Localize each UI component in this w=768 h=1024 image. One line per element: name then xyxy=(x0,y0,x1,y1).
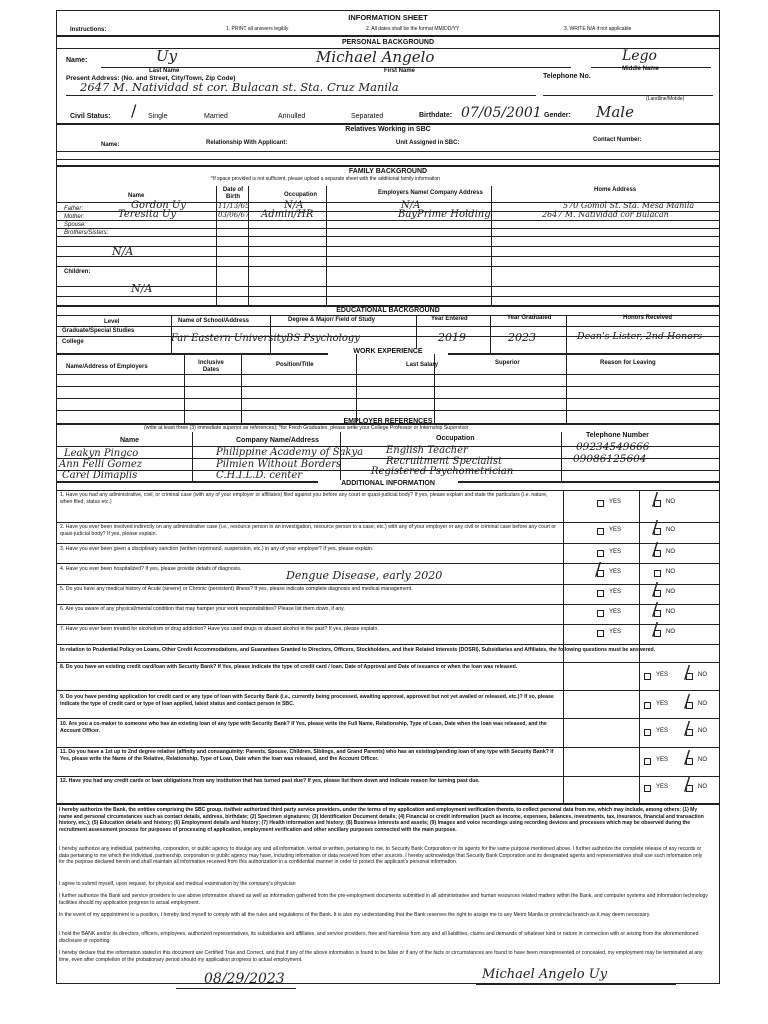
divider xyxy=(56,228,720,229)
q8-yes-checkbox[interactable] xyxy=(644,673,651,680)
information-sheet-page xyxy=(56,10,720,1016)
q11-yes-checkbox[interactable] xyxy=(644,758,651,765)
question-9: 9. Do you have pending application for credit card or any type of loan with Security Bank (i.e., currently being processed, awaiting approval, approved but not yet availed or released, etc.)? If so, please indicate the type of credit card or type of loan applied, latest status and contact person in SBC. xyxy=(60,694,554,707)
q7-no-label: NO xyxy=(666,629,675,635)
q9-no-mark: / xyxy=(684,691,691,712)
family-section-title: FAMILY BACKGROUND xyxy=(348,168,428,175)
q4-no-checkbox[interactable] xyxy=(654,570,661,577)
consent-paragraph-6: I hold the BANK and/or its directors, officers, employees, authorized representatives, its subsidiaries and affiliates, and service providers, free and harmless from any and all liabilities, claims and demands of whatever kind or nature in connection with or arising from the aforementioned disclosure or reporting. xyxy=(59,931,699,944)
q3-no-label: NO xyxy=(666,549,675,555)
instruction-3: 3. WRITE N/A if not applicable xyxy=(564,26,632,32)
reference-3-company: C.H.I.L.D. center xyxy=(216,470,303,481)
father-name: Gordon Uy xyxy=(131,200,186,211)
father-occupation: N/A xyxy=(284,200,304,211)
q5-yes-label: YES xyxy=(609,589,622,595)
instructions-label: Instructions: xyxy=(70,27,107,33)
q7-yes-label: YES xyxy=(609,629,622,635)
first-name-value: Michael Angelo xyxy=(316,48,435,66)
q6-no-label: NO xyxy=(666,609,675,615)
phone-line xyxy=(543,95,713,96)
divider xyxy=(56,286,720,287)
family-col-dob: Date of Birth xyxy=(222,187,244,200)
mother-occupation: Admin/HR xyxy=(261,209,314,220)
education-col-honors: Honors Received xyxy=(623,315,673,321)
mother-employer: BayPrime Holding xyxy=(398,209,491,220)
education-section-title: EDUCATIONAL BACKGROUND xyxy=(336,307,440,314)
divider xyxy=(56,718,720,719)
reference-2-name: Ann Felli Gomez xyxy=(59,459,143,470)
question-6: 6. Are you aware of any physical/mental condition that may hamper your work responsibilities? Please list them down, if any. xyxy=(60,606,345,612)
divider xyxy=(184,354,185,424)
references-col-name: Name xyxy=(120,437,140,444)
work-col-superior: Superior xyxy=(495,360,520,366)
civil-single: Single xyxy=(148,113,168,120)
birthdate-value: 07/05/2001 xyxy=(461,105,542,121)
reference-1-name: Leakyn Pingco xyxy=(64,448,139,459)
civil-separated: Separated xyxy=(351,113,384,120)
children-value: N/A xyxy=(131,282,153,295)
children-label: Children: xyxy=(64,269,91,275)
education-col-level: Level xyxy=(104,319,120,325)
divider xyxy=(56,522,720,523)
reference-1-occupation: English Teacher xyxy=(386,445,468,456)
divider xyxy=(56,374,720,375)
civil-annulled: Annulled xyxy=(278,113,306,120)
work-col-employer: Name/Address of Employers xyxy=(66,364,148,370)
consent-paragraph-7: I hereby declare that the information stated in this document are Certified True and Correct, and that if any of the above information is found to be false or if any of the facts or circumstances are found to have been misrepresented or concealed, my employment may be terminated at any time, even after completion of the probationary period should my application progress to actual employment. xyxy=(59,950,703,963)
divider xyxy=(566,354,567,424)
q7-yes-checkbox[interactable] xyxy=(597,630,604,637)
family-col-employer: Employers Name/ Company Address xyxy=(378,190,483,196)
consent-paragraph-3: I agree to submit myself, upon request, for physical and medical examination by the company's physician xyxy=(59,881,296,887)
q2-yes-checkbox[interactable] xyxy=(597,528,604,535)
q10-no-mark: / xyxy=(684,718,691,739)
college-school: Far Eastern University xyxy=(171,333,287,344)
reference-2-occupation: Recruitment Specialist xyxy=(386,456,503,467)
gender-label: Gender: xyxy=(544,112,571,119)
address-value: 2647 M. Natividad st cor. Bulacan st. Sta. Cruz Manila xyxy=(80,80,399,94)
divider xyxy=(56,151,720,152)
family-note: *If space provided is not sufficient, please upload a separate sheet with the additional family information xyxy=(211,176,440,182)
education-col-school: Name of School/Address xyxy=(178,318,250,324)
q5-no-label: NO xyxy=(666,589,675,595)
father-label: Father: xyxy=(64,206,84,212)
college-graduated: 2023 xyxy=(508,331,536,344)
civil-married: Married xyxy=(204,113,228,120)
personal-section-title: PERSONAL BACKGROUND xyxy=(341,39,435,46)
question-8: 8. Do you have an existing credit card/loan with Security Bank? If Yes, please indicate the type of credit card / loan, Date of Approval and Date of issuance or when the loan was released. xyxy=(60,664,518,670)
instruction-2: 2. All dates shall be the format MM/DD/YY xyxy=(366,26,460,32)
q1-yes-label: YES xyxy=(609,499,622,505)
education-col-degree: Degree & Major/ Field of Study xyxy=(288,317,376,323)
form-title: INFORMATION SHEET xyxy=(348,13,428,22)
q4-answer: Dengue Disease, early 2020 xyxy=(286,569,443,582)
references-col-company: Company Name/Address xyxy=(236,437,319,444)
college-honors: Dean's Lister, 2nd Honors xyxy=(577,331,703,342)
divider xyxy=(56,296,720,297)
reference-3-occupation: Registered Psychometrician xyxy=(371,466,514,477)
q6-yes-checkbox[interactable] xyxy=(597,610,604,617)
divider xyxy=(561,432,562,482)
siblings-value: N/A xyxy=(112,245,134,258)
q9-yes-label: YES xyxy=(656,701,669,707)
divider xyxy=(56,315,720,316)
q4-yes-label: YES xyxy=(609,569,622,575)
q4-yes-mark: / xyxy=(595,559,602,580)
reference-3-name: Carel Dimaplis xyxy=(62,470,138,481)
divider xyxy=(56,398,720,399)
references-note: (write at least three (3) immediate superior as references); *for Fresh Graduates, please write your College Professor or Internship Supervisor xyxy=(144,425,469,431)
q6-no-mark: / xyxy=(652,599,659,620)
divider xyxy=(56,644,720,645)
divider xyxy=(356,354,357,424)
question-11: 11. Do you have a 1st up to 2nd degree relative (affinity and consanguinity: Parents, Spouse, Children, Siblings, and Grand Parents) who has an existing/pending loan of any type with Security Bank? If Yes, please write the Name of the Relative, Relationship, Type of Loan, Date when the loan was released, and the Account Officer. xyxy=(60,749,554,762)
q6-yes-label: YES xyxy=(609,609,622,615)
divider xyxy=(56,747,720,748)
divider xyxy=(56,236,720,237)
signed-date: 08/29/2023 xyxy=(204,971,285,987)
divider xyxy=(56,563,720,564)
mother-home: 2647 M. Natividad cor Bulacan xyxy=(542,210,669,219)
address-label: Present Address: (No. and Street, City/Town, Zip Code) xyxy=(66,75,236,82)
q1-no-mark: / xyxy=(652,489,659,510)
q4-no-label: NO xyxy=(666,569,675,575)
father-home: 570 Gomol St. Sta. Mesa Manila xyxy=(563,201,695,210)
family-col-name: Name xyxy=(128,193,145,199)
applicant-signature: Michael Angelo Uy xyxy=(482,967,608,982)
divider xyxy=(56,246,720,247)
work-col-dates: Inclusive Dates xyxy=(198,360,224,373)
question-7: 7. Have you ever been treated for alcoholism or drug addiction? Have you used drugs or abused alcohol in the past? If yes, please explain. xyxy=(60,626,379,632)
graduate-studies-label: Graduate/Special Studies xyxy=(62,328,135,334)
family-col-occupation: Occupation xyxy=(284,192,318,198)
references-col-occupation: Occupation xyxy=(436,435,475,442)
civil-status-label: Civil Status: xyxy=(70,113,111,120)
signature-line xyxy=(476,984,676,985)
single-check-mark: / xyxy=(131,101,137,120)
q11-no-mark: / xyxy=(684,747,691,768)
dosri-note: In relation to Prudential Policy on Loans, Other Credit Accommodations, and Guarantees Granted to Directors, Officers, Stockholders, and their Related Interests (DOSRI), Subsidiaries and Affiliates, the following questions must be answered. xyxy=(60,647,656,653)
relatives-section-title: Relatives Working in SBC xyxy=(345,126,431,133)
q5-no-mark: / xyxy=(652,579,659,600)
relatives-relationship-label: Relationship With Applicant: xyxy=(206,140,288,146)
divider xyxy=(56,266,720,267)
consent-paragraph-4: I further authorize the Bank and service providers to use above information shared as well as information gathered from the pre-employment documents submitted in all administrative and human resources related matters within the Bank, and computer systems and information technology facilities should my application progress to actual employment. xyxy=(59,893,708,906)
father-dob: 11/13/65 xyxy=(218,202,250,210)
q3-no-mark: / xyxy=(652,539,659,560)
work-col-position: Position/Title xyxy=(276,362,314,368)
divider xyxy=(192,432,193,482)
gender-value: Male xyxy=(596,103,634,121)
q10-yes-checkbox[interactable] xyxy=(644,729,651,736)
relatives-unit-label: Unit Assigned in SBC: xyxy=(396,140,460,146)
first-name-label: First Name xyxy=(384,68,416,74)
divider xyxy=(56,543,720,544)
question-5: 5. Do you have any medical history of Acute (severe) or Chronic (persistent) illness? If yes, please indicate complete diagnosis and medical management. xyxy=(60,586,413,592)
father-employer: N/A xyxy=(401,200,421,211)
divider xyxy=(56,662,720,663)
divider xyxy=(56,386,720,387)
divider xyxy=(56,220,720,221)
spouse-label: Spouse: xyxy=(64,222,87,228)
divider xyxy=(56,624,720,625)
name-label: Name: xyxy=(66,57,88,64)
divider xyxy=(56,159,720,160)
siblings-label: Brothers/Sisters: xyxy=(64,230,109,236)
question-3: 3. Have you ever been given a disciplinary sanction (written reprimand, suspension, etc.) in any of your employer? If yes, please explain. xyxy=(60,546,374,552)
consent-paragraph-2: I hereby authorize any individual, partnership, corporation, or public agency to divulge any and all information, verbal or written, pertaining to me, to Security Bank Corporation or its agents for the same purpose mentioned above. I further authorize the complete release of any records or data pertaining to me which the individual, partnership, corporation or public agency may have, including information or data received from other sources. I hereby acknowledge that Security Bank Corporation and its designated agents and representatives shall use such information only for the purpose declared herein and shall maintain all information received from this authorization in a confidential manner in order to protect the applicant's personal information. xyxy=(59,846,703,866)
divider xyxy=(56,584,720,585)
q9-no-label: NO xyxy=(698,701,707,707)
q8-no-label: NO xyxy=(698,672,707,678)
mother-name: Teresita Uy xyxy=(118,209,177,220)
divider xyxy=(56,690,720,691)
reference-2-company: Pilmien Without Borders xyxy=(216,459,342,470)
divider xyxy=(56,490,720,491)
q8-yes-label: YES xyxy=(656,672,669,678)
question-1: 1. Have you had any administrative, civil, or criminal case (with any of your employer or affiliates) filed against you before any court or quasi-judicial body? If yes, please explain and state the particulars (i.e. nature, when filed, status etc.) xyxy=(60,492,548,505)
divider xyxy=(434,354,435,424)
relatives-name-label: Name: xyxy=(101,142,120,148)
question-12: 12. Have you had any credit cards or loan obligations from any institution that has turned past due? If yes, please list them down and indicate reason for turning past due. xyxy=(60,778,480,784)
question-2: 2. Have you ever been involved indirectly on any administrative case (i.e., resource person in an investigation, resource person to a case, etc.) with any of your employer or any civil or criminal case before any court or quasi-judicial body? If yes, please explain. xyxy=(60,524,556,537)
reference-1-company: Philippine Academy of Sakya xyxy=(216,447,364,458)
divider xyxy=(56,410,720,411)
education-col-graduated: Year Graduated xyxy=(507,315,552,321)
divider xyxy=(490,315,491,354)
mother-label: Mother: xyxy=(64,214,85,220)
q12-yes-label: YES xyxy=(656,784,669,790)
reference-1-phone: 09234549666 xyxy=(576,441,650,453)
work-col-salary: Last Salary xyxy=(406,362,439,368)
work-section-title: WORK EXPERIENCE xyxy=(328,348,448,355)
q2-no-label: NO xyxy=(666,527,675,533)
consent-paragraph-5: In the event of my appointment to a position, I hereby bind myself to comply with all the rules and regulations of the Bank. It is also my understanding that the Bank reserves the right to assign me to any Metro Manila or provincial branch as it may deem necessary. xyxy=(59,912,651,918)
address-line xyxy=(66,95,536,96)
divider xyxy=(56,326,720,327)
references-section-title: EMPLOYER REFERENCES xyxy=(343,418,433,425)
references-col-phone: Telephone Number xyxy=(586,432,649,439)
last-name-value: Uy xyxy=(156,47,178,65)
q3-yes-checkbox[interactable] xyxy=(597,550,604,557)
q7-no-mark: / xyxy=(652,619,659,640)
birthdate-label: Birthdate: xyxy=(419,112,453,119)
phone-sublabel: (Landline/Mobile) xyxy=(646,96,685,102)
college-label: College xyxy=(62,339,84,345)
instruction-1: 1. PRINT all answers legibly xyxy=(226,26,289,32)
additional-section-title: ADDITIONAL INFORMATION xyxy=(318,480,458,487)
college-entered: 2019 xyxy=(438,331,466,344)
mother-dob: 03/06/67 xyxy=(218,211,250,219)
q11-no-label: NO xyxy=(698,757,707,763)
date-line xyxy=(176,988,296,989)
education-col-entered: Year Entered xyxy=(431,316,468,322)
middle-name-label: Middle Name xyxy=(622,66,660,72)
q10-no-label: NO xyxy=(698,728,707,734)
q8-no-mark: / xyxy=(684,662,691,683)
q10-yes-label: YES xyxy=(656,728,669,734)
relatives-contact-label: Contact Number: xyxy=(593,137,642,143)
q12-no-mark: / xyxy=(684,774,691,795)
question-10: 10. Are you a co-maker to someone who has an existing loan of any type with Security Bank? If Yes, please write the Full Name, Relationship, Type of Loan, Date when the loan was released, and the Account Officer. xyxy=(60,721,547,734)
q1-yes-checkbox[interactable] xyxy=(597,500,604,507)
phone-label: Telephone No. xyxy=(543,73,591,80)
q11-yes-label: YES xyxy=(656,757,669,763)
q12-yes-checkbox[interactable] xyxy=(644,785,651,792)
q5-yes-checkbox[interactable] xyxy=(597,590,604,597)
q9-yes-checkbox[interactable] xyxy=(644,702,651,709)
divider xyxy=(56,256,720,257)
divider xyxy=(566,315,567,354)
consent-paragraph-1: I hereby authorize the Bank, the entities comprising the SBC group, its/their authorized third party service providers, under the terms of my application and employment verification thereto, to collect personal data from me, which may include, among others: (1) My name and personal circumstances such as contact details, address, birthdate; (2) Specimen signatures; (3) Identification Document details; (4) Financial or credit information (such as income, expenses, balances, investments, tax, insurance, financial and transaction history, etc.); (5) Education details and history; (6) Employment details and history; (7) Health information and history; (8) Business interests and assets; (9) Images and voice recordings using recording devices and processes which may be observed during the recruitment assessment process for purposes of processing of application, employment verification and other ancillary purposes connected with the main purpose. xyxy=(59,807,704,833)
q1-no-label: NO xyxy=(666,499,675,505)
divider xyxy=(56,604,720,605)
q12-no-label: NO xyxy=(698,784,707,790)
question-4: 4. Have you ever been hospitalized? If yes, please provide details of diagnosis. xyxy=(60,566,242,572)
middle-name-value: Lego xyxy=(622,48,657,64)
q2-no-mark: / xyxy=(652,517,659,538)
divider xyxy=(56,776,720,777)
q3-yes-label: YES xyxy=(609,549,622,555)
college-degree: BS Psychology xyxy=(286,333,360,344)
last-name-label: Last Name xyxy=(149,68,180,74)
family-col-home: Home Address xyxy=(594,187,637,193)
divider xyxy=(241,354,242,424)
work-col-reason: Reason for Leaving xyxy=(600,360,656,366)
reference-2-phone: 09086125604 xyxy=(573,453,647,465)
q2-yes-label: YES xyxy=(609,527,622,533)
